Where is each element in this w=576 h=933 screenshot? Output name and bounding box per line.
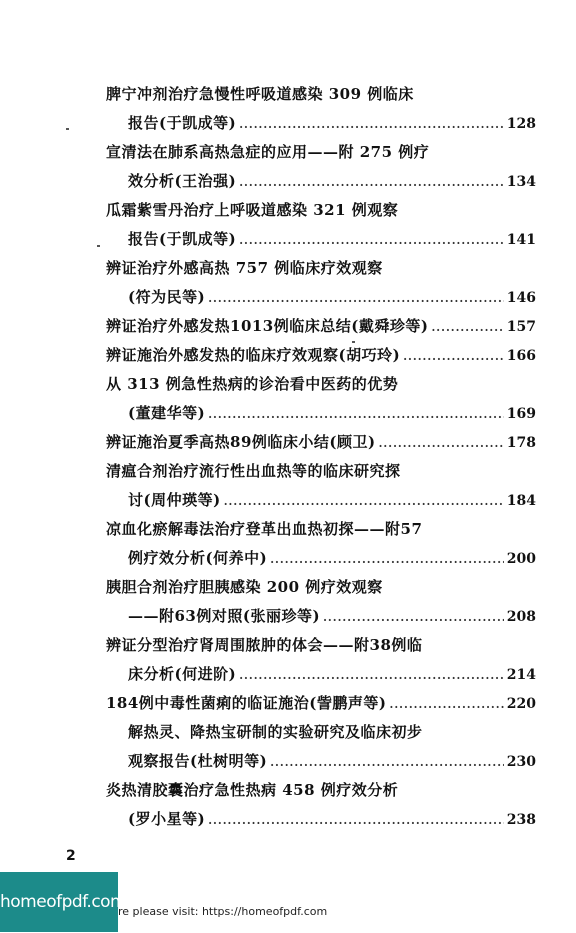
dot-leader — [239, 226, 504, 255]
toc-entry-page: 230 — [506, 754, 536, 770]
dot-leader — [208, 806, 504, 835]
toc-entry-page: 128 — [506, 116, 536, 132]
table-of-contents — [106, 80, 536, 834]
toc-entry-title: 炎热清胶囊治疗急性热病 458 例疗效分析 — [106, 781, 399, 799]
toc-entry — [106, 660, 536, 689]
toc-entry — [106, 631, 536, 660]
toc-entry-title: 例疗效分析(何养中) — [128, 549, 268, 567]
dot-leader — [390, 690, 504, 719]
dot-leader — [239, 168, 504, 197]
scan-speck — [352, 341, 355, 343]
toc-entry-page: 178 — [506, 435, 536, 451]
toc-entry — [106, 805, 536, 834]
toc-entry-title: 辨证施治外感发热的临床疗效观察(胡巧玲) — [106, 346, 401, 364]
toc-entry — [106, 486, 536, 515]
toc-entry — [106, 776, 536, 805]
toc-entry — [106, 515, 536, 544]
toc-entry-title: (罗小星等) — [128, 810, 206, 828]
toc-entry-page: 184 — [506, 493, 536, 509]
toc-entry-title: 脾宁冲剂治疗急慢性呼吸道感染 309 例临床 — [106, 85, 414, 103]
toc-entry — [106, 428, 536, 457]
dot-leader — [208, 284, 504, 313]
dot-leader — [270, 545, 504, 574]
toc-entry-title: 讨(周仲瑛等) — [128, 491, 221, 509]
toc-entry-title: 报告(于凯成等) — [128, 230, 237, 248]
dot-leader — [239, 661, 504, 690]
toc-entry-title: 辨证治疗外感高热 757 例临床疗效观察 — [106, 259, 383, 277]
toc-entry-page: 200 — [506, 551, 536, 567]
toc-entry-page: 169 — [506, 406, 536, 422]
toc-entry — [106, 370, 536, 399]
toc-entry — [106, 399, 536, 428]
toc-entry-title: (符为民等) — [128, 288, 206, 306]
toc-entry-title: 辨证治疗外感发热1013例临床总结(戴舜珍等) — [106, 317, 429, 335]
toc-entry — [106, 341, 536, 370]
toc-entry-title: 凉血化瘀解毒法治疗登革出血热初探——附57 — [106, 520, 423, 538]
footer-link-text[interactable]: re please visit: https://homeofpdf.com — [118, 905, 328, 918]
toc-entry — [106, 167, 536, 196]
toc-entry-title: 辨证分型治疗肾周围脓肿的体会——附38例临 — [106, 636, 423, 654]
toc-entry-page: 146 — [506, 290, 536, 306]
toc-entry-title: 辨证施治夏季高热89例临床小结(顾卫) — [106, 433, 376, 451]
toc-entry-title: 效分析(王治强) — [128, 172, 237, 190]
toc-entry — [106, 109, 536, 138]
toc-entry — [106, 573, 536, 602]
toc-entry-title: 观察报告(杜树明等) — [128, 752, 268, 770]
toc-entry — [106, 225, 536, 254]
dot-leader — [431, 313, 503, 342]
toc-entry-title: 从 313 例急性热病的诊治看中医药的优势 — [106, 375, 399, 393]
scan-speck — [97, 245, 100, 247]
dot-leader — [239, 110, 504, 139]
toc-entry-page: 166 — [506, 348, 536, 364]
scan-speck — [66, 128, 69, 130]
toc-entry-page: 214 — [506, 667, 536, 683]
toc-entry-title: (董建华等) — [128, 404, 206, 422]
toc-entry-title: 瓜霜紫雪丹治疗上呼吸道感染 321 例观察 — [106, 201, 399, 219]
toc-entry — [106, 602, 536, 631]
toc-entry-title: 184例中毒性菌痢的临证施治(訾鹏声等) — [106, 694, 387, 712]
dot-leader — [379, 429, 504, 458]
dot-leader — [403, 342, 504, 371]
dot-leader — [208, 400, 504, 429]
toc-entry-title: 床分析(何进阶) — [128, 665, 237, 683]
toc-entry — [106, 312, 536, 341]
toc-entry-title: 宣清法在肺系高热急症的应用——附 275 例疗 — [106, 143, 430, 161]
dot-leader — [323, 603, 504, 632]
toc-entry-page: 157 — [506, 319, 536, 335]
toc-entry — [106, 718, 536, 747]
toc-entry-page: 141 — [506, 232, 536, 248]
toc-entry — [106, 544, 536, 573]
toc-entry — [106, 138, 536, 167]
toc-entry — [106, 80, 536, 109]
toc-entry-page: 220 — [506, 696, 536, 712]
toc-entry — [106, 689, 536, 718]
toc-entry-title: 胰胆合剂治疗胆胰感染 200 例疗效观察 — [106, 578, 383, 596]
toc-entry-page: 238 — [506, 812, 536, 828]
toc-entry — [106, 747, 536, 776]
toc-entry — [106, 196, 536, 225]
toc-entry-title: ——附63例对照(张丽珍等) — [128, 607, 321, 625]
site-logo[interactable]: homeofpdf.com — [0, 872, 118, 932]
dot-leader — [224, 487, 504, 516]
toc-entry-title: 报告(于凯成等) — [128, 114, 237, 132]
toc-entry — [106, 457, 536, 486]
toc-entry-title: 解热灵、降热宝研制的实验研究及临床初步 — [128, 723, 423, 741]
toc-entry — [106, 283, 536, 312]
toc-entry-title: 清瘟合剂治疗流行性出血热等的临床研究探 — [106, 462, 401, 480]
toc-entry-page: 134 — [506, 174, 536, 190]
toc-entry — [106, 254, 536, 283]
toc-entry-page: 208 — [506, 609, 536, 625]
page-number: 2 — [66, 848, 76, 864]
dot-leader — [270, 748, 504, 777]
